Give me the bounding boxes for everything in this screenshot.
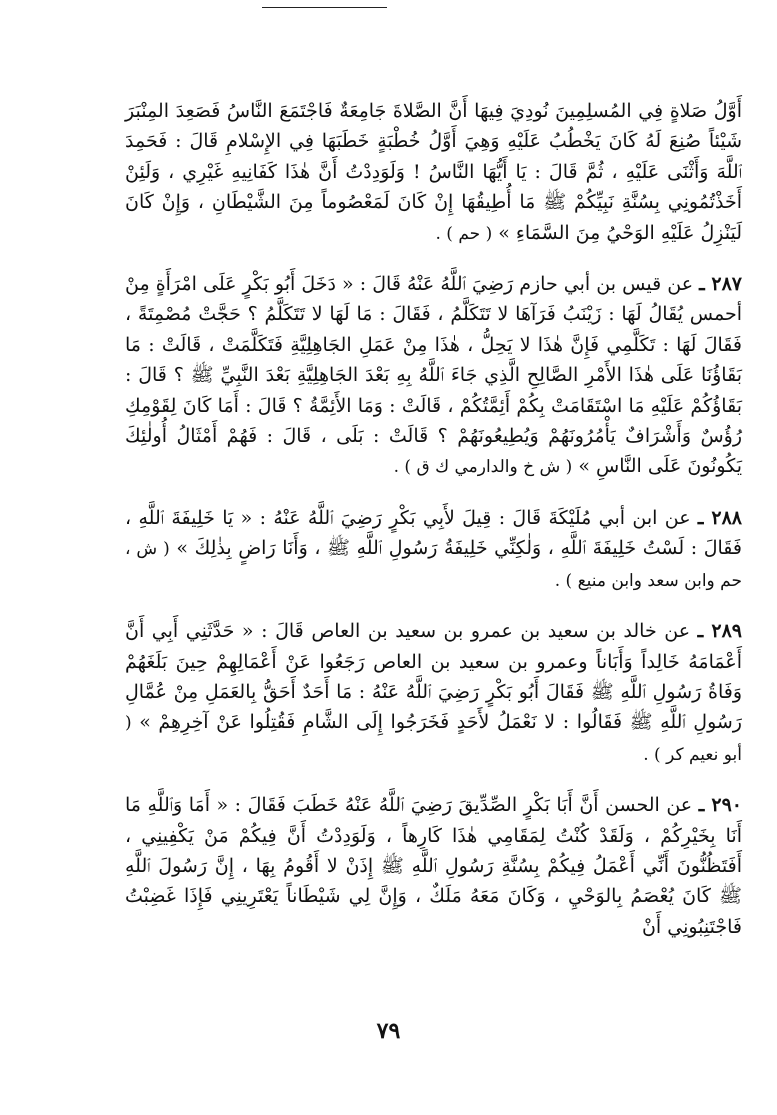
paragraph-text: أَوَّلُ صَلاةٍ فِي المُسلِمِينَ نُودِيَ فِيهَا أَنَّ الصَّلاةَ جَامِعَةٌ فَاجْتَمَعَ النَّاسُ فَصَعِدَ المِنْبَرَ شَيْئاً صُنِعَ لَهُ كَانَ يَخْطُبُ عَلَيْهِ وَهِيَ أَوَّلُ خُطْبَةٍ خَطَبَهَا فِي الإِسْلامِ قَالَ : فَحَمِدَ ٱللَّهَ وَأَثْنَى عَلَيْهِ ، ثُمَّ قَالَ : يَا أَيُّهَا النَّاسُ ! وَلَوَدِدْتُ أَنَّ هٰذَا كَفَانِيهِ غَيْرِي ، وَلَئِنْ أَخَذْتُمُونِي بِسُنَّةِ نَبِيِّكُمْ ﷺ مَا أُطِيقُهَا إِنْ كَانَ لَمَعْصُوماً مِنَ الشَّيْطَانِ ، وَإِنْ كَانَ لَيَنْزِلُ عَلَيْهِ الوَحْيُ مِنَ السَّمَاءِ »	[125, 100, 742, 244]
paragraph-source-reference: ( ش خ والدارمي ك ق ) .	[393, 457, 573, 478]
hadith-number: ٢٨٧ ـ	[699, 273, 742, 296]
paragraph-286-continued	[125, 96, 742, 249]
paragraph-289	[125, 616, 742, 770]
paragraph-text: عن قيس بن أبي حازم رَضِيَ ٱللَّهُ عَنْهُ قَالَ : « دَخَلَ أَبُو بَكْرٍ عَلَى امْرَأَةٍ مِنْ أحمس يُقَالُ لَهَا : زَيْنَبُ فَرَآهَا لا تَتَكَلَّمُ ، فَقَالَ : مَا لَهَا لا تَتَكَلَّمُ ؟ حَجَّتْ مُصْمِتَةً ، فَقَالَ لَهَا : تَكَلَّمِي فَإِنَّ هٰذَا لا يَحِلُّ ، هٰذَا مِنْ عَمَلِ الجَاهِلِيَّةِ فَتَكَلَّمَتْ ، قَالَتْ : مَا بَقَاؤُنَا عَلَى هٰذَا الأَمْرِ الصَّالِحِ الَّذِي جَاءَ ٱللَّهُ بِهِ بَعْدَ الجَاهِلِيَّةِ بَعْدَ النَّبِيِّ ﷺ ؟ قَالَ : بَقَاؤُكُمْ عَلَيْهِ مَا اسْتَقَامَتْ بِكُمْ أَئِمَّتُكُمْ ، قَالَتْ : وَمَا الأَئِمَّةُ ؟ قَالَ : أَمَا كَانَ لِقَوْمِكِ رُؤُسٌ وَأَشْرَافٌ يَأْمُرُونَهُمْ وَيُطِيعُونَهُمْ ؟ قَالَتْ : بَلَى ، قَالَ : فَهُمْ أَمْثَالُ أُولٰئِكَ يَكُونُونَ عَلَى النَّاسِ »	[125, 273, 742, 478]
paragraph-source-reference: ( حم ) .	[435, 223, 493, 244]
hadith-number: ٢٨٩ ـ	[697, 620, 743, 643]
paragraph-290	[125, 790, 742, 942]
page-number: ٧٩	[376, 1018, 401, 1044]
paragraph-287	[125, 269, 742, 483]
paragraph-text: عن الحسن أَنَّ أَبَا بَكْرٍ الصِّدِّيقَ رَضِيَ ٱللَّهُ عَنْهُ خَطَبَ فَقَالَ : « أَمَا وَٱللَّهِ مَا أَنَا بِخَيْرِكُمْ ، وَلَقَدْ كُنْتُ لِمَقَامِي هٰذَا كَارِهاً ، وَلَوَدِدْتُ أَنَّ فِيكُمْ مَنْ يَكْفِينِي ، أَفَتَظُنُّونَ أَنِّي أَعْمَلُ فِيكُمْ بِسُنَّةِ رَسُولِ ٱللَّهِ ﷺ إِذَنْ لا أَقُومُ بِهَا ، إِنَّ رَسُولَ ٱللَّهِ ﷺ كَانَ يُعْصَمُ بِالوَحْيِ ، وَكَانَ مَعَهُ مَلَكٌ ، وَإِنَّ لِي شَيْطَاناً يَعْتَرِينِي فَإِذَا غَضِبْتُ فَاجْتَنِبُونِي أَنْ	[125, 794, 742, 938]
hadith-number: ٢٩٠ ـ	[698, 794, 742, 817]
paragraph-source-reference: ( ش ، حم وابن سعد وابن منيع ) .	[125, 539, 742, 591]
paragraph-source-reference: ( أبو نعيم كر ) .	[125, 713, 742, 765]
top-divider-line	[262, 7, 387, 8]
hadith-number: ٢٨٨ ـ	[697, 506, 743, 529]
paragraph-text: عن خالد بن سعيد بن عمرو بن سعيد بن العاص قَالَ : « حَدَّثَنِي أَبِي أَنَّ أَعْمَامَهُ خَالِداً وَأَبَاناً وعمرو بن سعيد بن العاص رَجَعُوا عَنْ أَعْمَالِهِمْ حِينَ بَلَغَهُمْ وَفَاةُ رَسُولِ ٱللَّهِ ﷺ فَقَالَ أَبُو بَكْرٍ رَضِيَ ٱللَّهُ عَنْهُ : مَا أَحَدٌ أَحَقُّ بِالعَمَلِ مِنْ عُمَّالِ رَسُولِ ٱللَّهِ ﷺ فَقَالُوا : لا نَعْمَلُ لأَحَدٍ فَخَرَجُوا إِلَى الشَّامِ فَقُتِلُوا عَنْ آخِرِهِمْ »	[125, 620, 742, 734]
paragraph-text: عن ابن أبي مُلَيْكَةَ قَالَ : قِيلَ لأَبِي بَكْرٍ رَضِيَ ٱللَّهُ عَنْهُ : « يَا خَلِيفَةَ ٱللَّهِ ، فَقَالَ : لَسْتُ خَلِيفَةَ ٱللَّهِ ، وَلٰكِنِّي خَلِيفَةُ رَسُولِ ٱللَّهِ ﷺ ، وَأَنَا رَاضٍ بِذٰلِكَ »	[125, 506, 742, 560]
text-block	[125, 96, 742, 942]
paragraph-288	[125, 503, 742, 596]
